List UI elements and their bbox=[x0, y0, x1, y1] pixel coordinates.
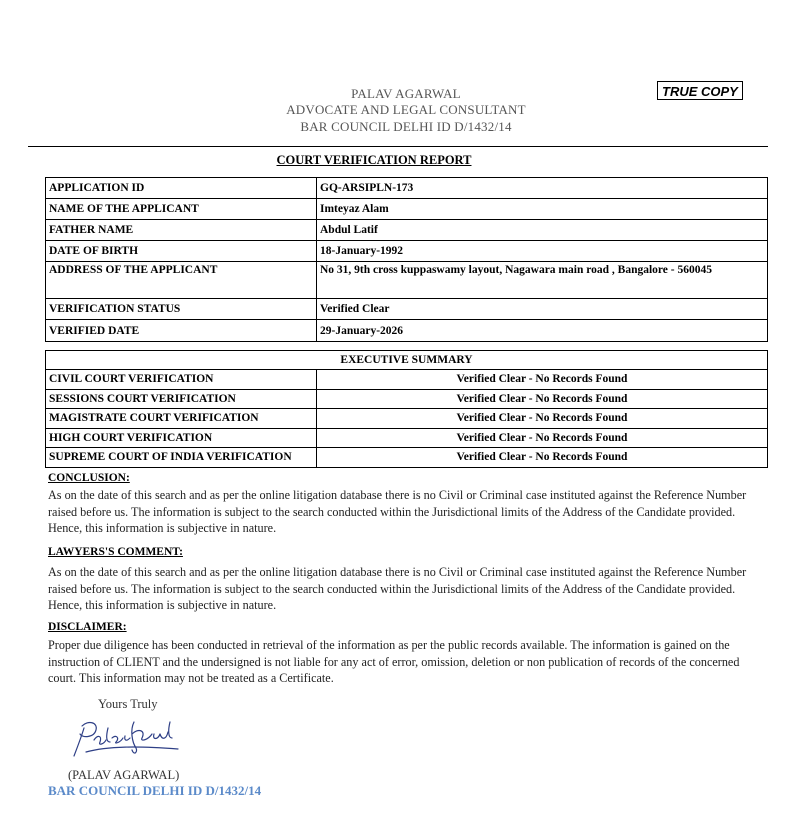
civil-court-label: CIVIL COURT VERIFICATION bbox=[46, 370, 317, 390]
true-copy-badge: TRUE COPY bbox=[657, 81, 743, 100]
table-row bbox=[46, 262, 768, 299]
supreme-court-label: SUPREME COURT OF INDIA VERIFICATION bbox=[46, 448, 317, 468]
dob-value: 18-January-1992 bbox=[317, 241, 768, 262]
magistrate-court-value: Verified Clear - No Records Found bbox=[317, 409, 768, 429]
verified-date-value: 29-January-2026 bbox=[317, 320, 768, 342]
table-row bbox=[46, 448, 768, 468]
magistrate-court-label: MAGISTRATE COURT VERIFICATION bbox=[46, 409, 317, 429]
father-name-label: FATHER NAME bbox=[46, 220, 317, 241]
table-row bbox=[46, 409, 768, 429]
address-value: No 31, 9th cross kuppaswamy layout, Nagawara main road , Bangalore - 560045 bbox=[317, 262, 768, 299]
table-row bbox=[46, 351, 768, 370]
verified-date-label: VERIFIED DATE bbox=[46, 320, 317, 342]
table-row bbox=[46, 320, 768, 342]
advocate-bar-id: BAR COUNCIL DELHI ID D/1432/14 bbox=[300, 119, 512, 134]
table-row bbox=[46, 389, 768, 409]
executive-summary-title: EXECUTIVE SUMMARY bbox=[46, 351, 768, 370]
disclaimer-text: Proper due diligence has been conducted in retrieval of the information as per the public records available. The information is gained on the instruction of CLIENT and the undersigned is not liable for any act of error, omission, deletion or non publication of records of the concerned court. This information may not be treated as a Certificate. bbox=[48, 638, 740, 685]
table-row bbox=[46, 199, 768, 220]
father-name-value: Abdul Latif bbox=[317, 220, 768, 241]
applicant-details-table bbox=[45, 177, 768, 342]
table-row bbox=[46, 370, 768, 390]
applicant-name-value: Imteyaz Alam bbox=[317, 199, 768, 220]
lawyer-comment-text: As on the date of this search and as per the online litigation database there is no Civil or Criminal case instituted against the Reference Number raised before us. The information is subject to the search conducted within the Jurisdictional limits of the Address of the Candidate provided. Hence, this information is subjective in nature. bbox=[48, 565, 747, 612]
executive-summary-table bbox=[45, 350, 768, 468]
application-id-label: APPLICATION ID bbox=[46, 178, 317, 199]
sessions-court-value: Verified Clear - No Records Found bbox=[317, 389, 768, 409]
civil-court-value: Verified Clear - No Records Found bbox=[317, 370, 768, 390]
conclusion-text: As on the date of this search and as per the online litigation database there is no Civil or Criminal case instituted against the Reference Number raised before us. The information is subject to the search conducted within the Jurisdictional limits of the Address of the Candidate provided. Hence, this information is subjective in nature. bbox=[48, 488, 747, 535]
table-row bbox=[46, 241, 768, 262]
closing-text: Yours Truly bbox=[98, 697, 158, 711]
disclaimer-title: DISCLAIMER: bbox=[48, 621, 127, 633]
verification-status-value: Verified Clear bbox=[317, 299, 768, 320]
high-court-value: Verified Clear - No Records Found bbox=[317, 428, 768, 448]
signature-image bbox=[68, 716, 183, 764]
high-court-label: HIGH COURT VERIFICATION bbox=[46, 428, 317, 448]
applicant-name-label: NAME OF THE APPLICANT bbox=[46, 199, 317, 220]
header-divider bbox=[28, 146, 768, 147]
conclusion-title: CONCLUSION: bbox=[48, 472, 130, 484]
advocate-designation: ADVOCATE AND LEGAL CONSULTANT bbox=[286, 102, 526, 117]
supreme-court-value: Verified Clear - No Records Found bbox=[317, 448, 768, 468]
application-id-value: GQ-ARSIPLN-173 bbox=[317, 178, 768, 199]
address-label: ADDRESS OF THE APPLICANT bbox=[46, 262, 317, 299]
table-row bbox=[46, 178, 768, 199]
advocate-name: PALAV AGARWAL bbox=[351, 86, 461, 101]
verification-status-label: VERIFICATION STATUS bbox=[46, 299, 317, 320]
lawyer-comment-title: LAWYERS'S COMMENT: bbox=[48, 546, 183, 558]
table-row bbox=[46, 299, 768, 320]
table-row bbox=[46, 428, 768, 448]
dob-label: DATE OF BIRTH bbox=[46, 241, 317, 262]
footer-bar-id: BAR COUNCIL DELHI ID D/1432/14 bbox=[48, 783, 262, 798]
sessions-court-label: SESSIONS COURT VERIFICATION bbox=[46, 389, 317, 409]
report-title: COURT VERIFICATION REPORT bbox=[276, 153, 472, 167]
table-row bbox=[46, 220, 768, 241]
signatory-name: (PALAV AGARWAL) bbox=[68, 768, 180, 782]
